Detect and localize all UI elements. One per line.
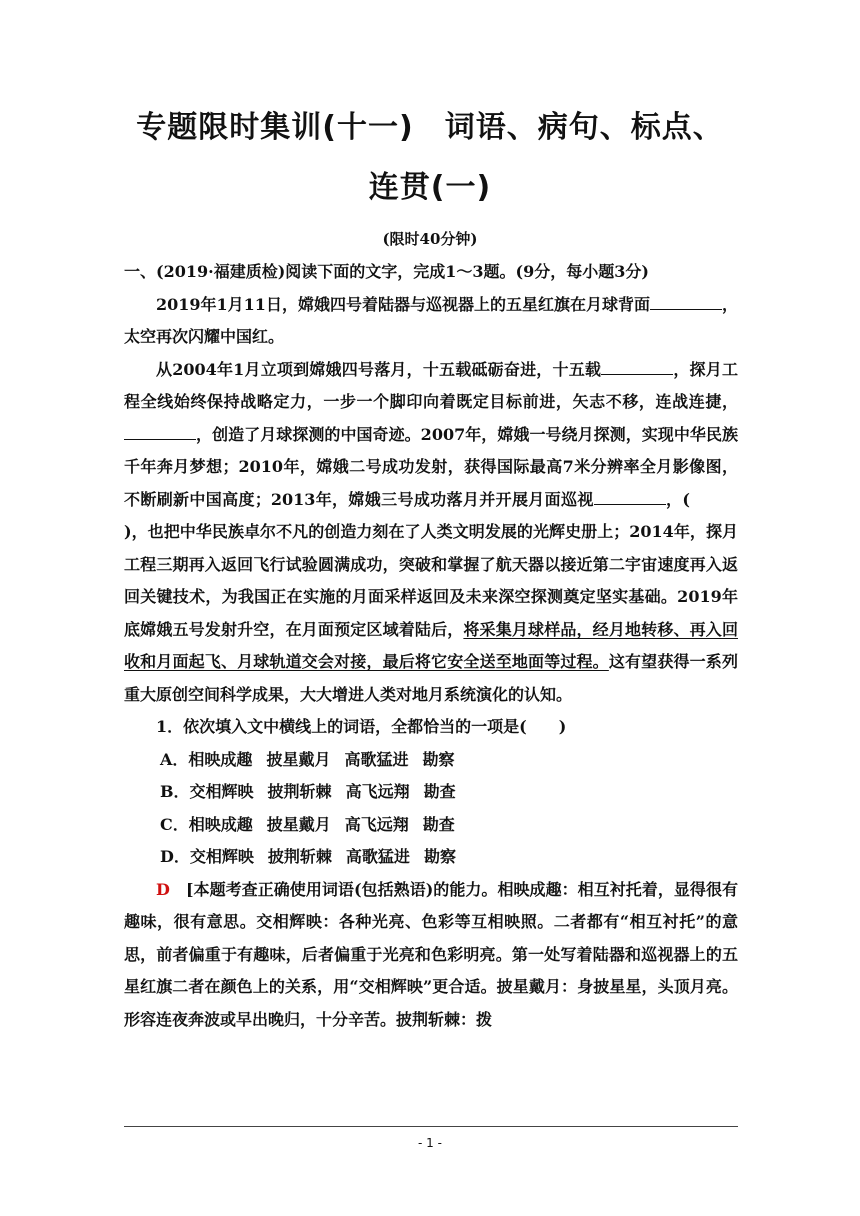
- passage-text: ，太空再次闪耀中国红。: [124, 294, 738, 346]
- fill-blank-4: [594, 486, 666, 505]
- option-word: 披荆斩棘: [267, 847, 332, 866]
- page-title-line-2: 连贯(一): [368, 170, 492, 205]
- option-word: 勘察: [422, 749, 455, 769]
- passage-text: ，探月工程全线始终保持战略定力，一步一个脚印向着既定目标前进，矢志不移，连战连捷，: [124, 359, 738, 411]
- section-heading: [124, 256, 738, 289]
- question-1-option-a: [124, 744, 738, 777]
- question-1-stem: 1．依次填入文中横线上的词语，全都恰当的一项是( ): [156, 717, 567, 736]
- time-limit-note: (限时40分钟): [382, 230, 478, 248]
- passage-text: 从2004年1月立项到嫦娥四号落月，十五载砥砺奋进，十五载: [156, 359, 602, 379]
- option-label: C．: [160, 814, 189, 834]
- section-suffix: )阅读下面的文字，完成1～3题。(9分，每小题3分): [277, 262, 649, 281]
- section-source: 福建质检: [213, 262, 278, 281]
- footer-divider: [124, 1126, 738, 1127]
- passage-text: 2019年1月11日，嫦娥四号着陆器与巡视器上的五星红旗在月球背面: [156, 294, 650, 314]
- option-word: 勘查: [422, 814, 455, 834]
- option-word: 高飞远翔: [345, 782, 410, 801]
- question-1-option-d: [124, 841, 738, 874]
- answer-explanation: [124, 874, 738, 1037]
- option-word: 交相辉映: [189, 782, 254, 801]
- option-word: 勘查: [423, 782, 456, 801]
- document-body: [124, 256, 738, 1036]
- option-word: 高歌猛进: [344, 749, 409, 769]
- option-word: 相映成趣: [188, 749, 253, 769]
- page-number: - 1 -: [418, 1136, 442, 1150]
- option-label: A．: [160, 749, 189, 769]
- page-title-line-1: 专题限时集训(十一) 词语、病句、标点、: [136, 110, 724, 145]
- question-1-option-c: [124, 809, 738, 842]
- option-label: B．: [160, 782, 190, 801]
- passage-paragraph-2: [124, 354, 738, 712]
- option-word: 高飞远翔: [344, 814, 409, 834]
- option-label: D．: [160, 847, 190, 866]
- passage-text: 这有望获得一系列重大原创空间科学成果，大大增进人类对地月系统演化的认知。: [124, 652, 738, 704]
- option-word: 交相辉映: [189, 847, 254, 866]
- answer-letter: D: [156, 879, 170, 899]
- underlined-sentence: 将采集月球样品，经月地转移、再入回收和月面起飞、月球轨道交会对接，最后将它安全送至地面等过程。: [124, 619, 738, 671]
- answer-text: [本题考查正确使用词语(包括熟语)的能力。相映成趣：相互衬托着，显得很有趣味，很有意思。交相辉映：各种光亮、色彩等互相映照。二者都有“相互衬托”的意思，前者偏重于有趣味，后者偏重于光亮和色彩明亮。第一处写着陆器和巡视器上的五星红旗二者在颜色上的关系，用“交相辉映”更合适。披星戴月：身披星星，头顶月亮。形容连夜奔波或早出晚归，十分辛苦。披荆斩棘：拨: [124, 879, 738, 1029]
- passage-paragraph-1: [124, 289, 738, 354]
- passage-text: )，也把中华民族卓尔不凡的创造力刻在了人类文明发展的光辉史册上；2014年，探月工程三期再入返回飞行试验圆满成功，突破和掌握了航天器以接近第二宇宙速度再入返回关键技术，为我国正在实施的月面采样返回及未来深空探测奠定坚实基础。2019年底嫦娥五号发射升空，在月面预定区域着陆后，: [124, 522, 738, 639]
- option-word: 勘察: [423, 847, 456, 866]
- option-word: 披星戴月: [266, 749, 331, 769]
- fill-blank-3: [124, 421, 196, 440]
- option-word: 披星戴月: [266, 814, 331, 834]
- section-prefix: 一、(2019·: [124, 262, 214, 281]
- passage-text: ，(: [665, 489, 690, 509]
- fill-blank-2: [601, 356, 673, 375]
- passage-text: ，创造了月球探测的中国奇迹。2007年，嫦娥一号绕月探测，实现中华民族千年奔月梦想；2010年，嫦娥二号成功发射，获得国际最高7米分辨率全月影像图，不断刷新中国高度；2013年，嫦娥三号成功落月并开展月面巡视: [124, 424, 738, 509]
- option-word: 高歌猛进: [345, 847, 410, 866]
- option-word: 披荆斩棘: [267, 782, 332, 801]
- fill-blank-1: [650, 291, 722, 310]
- option-word: 相映成趣: [188, 814, 253, 834]
- question-1-option-b: [124, 776, 738, 809]
